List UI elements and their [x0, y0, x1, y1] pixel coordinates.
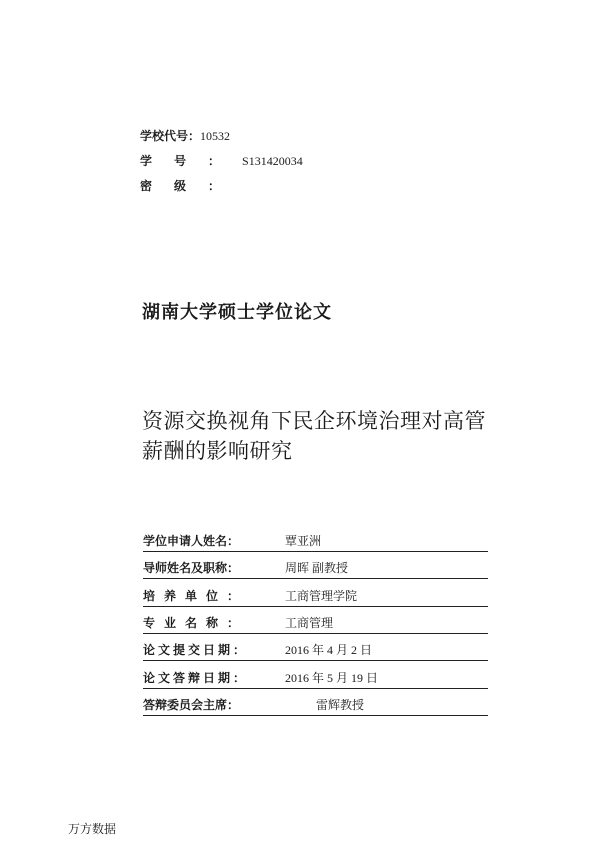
info-row-applicant	[143, 530, 488, 552]
underline	[143, 688, 488, 689]
underline	[143, 633, 488, 634]
info-row-advisor	[143, 557, 488, 579]
info-label: 专业名称：	[143, 616, 249, 630]
student-id-value: S131420034	[242, 154, 303, 168]
info-value: 周晖 副教授	[285, 561, 349, 575]
info-value: 覃亚洲	[285, 534, 322, 548]
info-value: 工商管理	[285, 616, 334, 630]
info-value: 工商管理学院	[285, 589, 358, 603]
underline	[143, 551, 488, 552]
info-value: 2016 年 4 月 2 日	[285, 643, 373, 657]
info-row-committee-chair	[143, 694, 488, 716]
underline	[143, 715, 488, 716]
info-label: 答辩委员会主席：	[143, 698, 240, 712]
info-label: 学位申请人姓名：	[143, 534, 240, 548]
info-value: 雷辉教授	[316, 698, 365, 712]
info-label: 培养单位：	[143, 589, 249, 603]
student-id-row	[140, 153, 303, 169]
info-value: 2016 年 5 月 19 日	[285, 671, 379, 685]
info-row-major	[143, 612, 488, 634]
info-row-submit-date	[143, 639, 488, 661]
school-code-value: 10532	[200, 129, 231, 143]
info-label: 论文答辩日期：	[143, 671, 249, 685]
secrecy-row	[140, 178, 242, 194]
school-code-label: 学校代号：	[140, 129, 201, 143]
underline	[143, 606, 488, 607]
info-row-unit	[143, 585, 488, 607]
footer-watermark: 万方数据	[68, 822, 117, 836]
student-id-label: 学号：	[140, 154, 243, 168]
underline	[143, 660, 488, 661]
secrecy-label: 密级：	[140, 179, 243, 193]
university-title: 湖南大学硕士学位论文	[142, 302, 332, 323]
school-code-row	[140, 128, 230, 144]
info-label: 论文提交日期：	[143, 643, 249, 657]
info-row-defense-date	[143, 667, 488, 689]
info-label: 导师姓名及职称：	[143, 561, 240, 575]
thesis-title: 资源交换视角下民企环境治理对高管薪酬的影响研究	[142, 409, 486, 463]
underline	[143, 578, 488, 579]
